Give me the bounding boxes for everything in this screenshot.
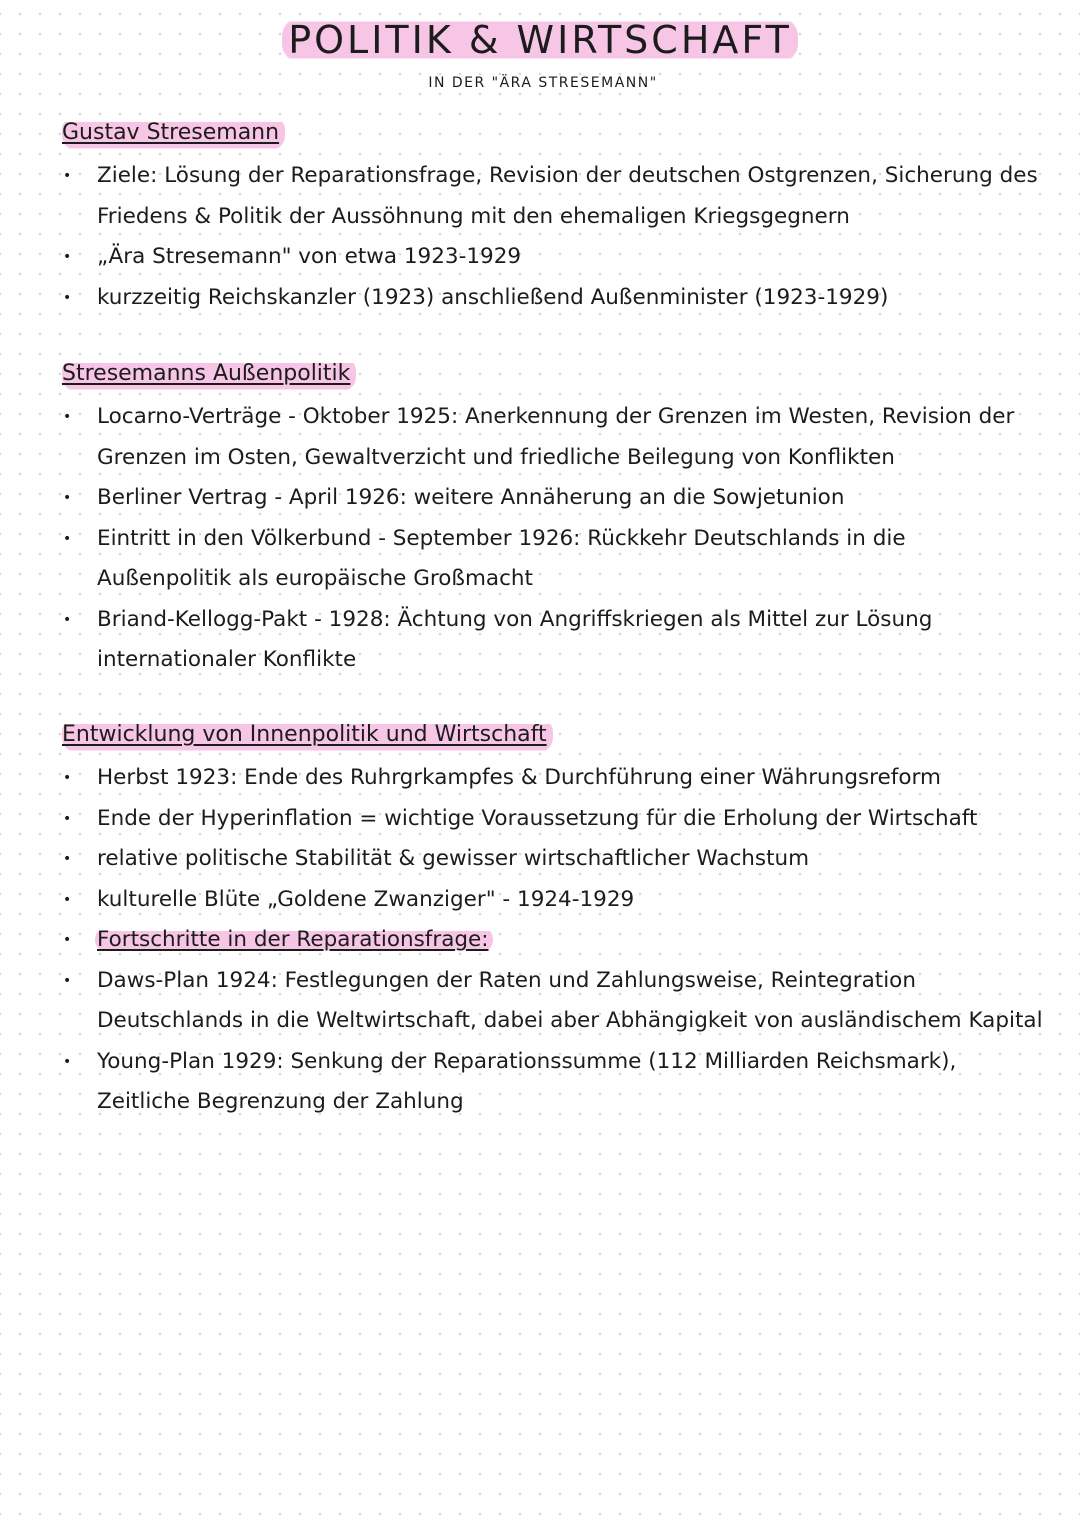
bullet-icon: •: [63, 972, 72, 989]
list-item: [62, 278, 1032, 319]
list-item-text: Eintritt in den Völkerbund - September 1926: Rückkehr Deutschlands in die: [97, 525, 906, 551]
list-item: [62, 600, 1032, 641]
list-item: [62, 920, 1032, 961]
bullet-icon: •: [63, 530, 72, 547]
section-aussenpolitik: [62, 357, 1032, 681]
section-innenpolitik-wirtschaft: [62, 718, 1043, 1123]
list-item-text: Friedens & Politik der Aussöhnung mit den ehemaligen Kriegsgegnern: [97, 203, 850, 229]
bullet-icon: •: [63, 891, 72, 908]
bullet-icon: •: [63, 932, 72, 948]
bullet-icon: •: [63, 851, 72, 867]
list-item: [62, 519, 1032, 560]
list-item-continuation: [62, 640, 1032, 681]
list-item: [62, 1042, 1032, 1083]
list-item-text: Deutschlands in die Weltwirtschaft, dabei aber Abhängigkeit von ausländischem Kapital: [97, 1008, 1043, 1033]
section-heading: Gustav Stresemann: [62, 116, 285, 150]
bullet-icon: •: [63, 810, 72, 827]
list-item-text: kulturelle Blüte „Goldene Zwanziger" - 1924-1929: [97, 886, 635, 912]
list-item: [62, 758, 1032, 799]
list-item-text: kurzzeitig Reichskanzler (1923) anschließend Außenminister (1923-1929): [97, 284, 889, 310]
section-gustav-stresemann: [62, 116, 1038, 318]
list-item-text: Ziele: Lösung der Reparationsfrage, Revision der deutschen Ostgrenzen, Sicherung des: [97, 163, 1038, 188]
page-title: POLITIK & WIRTSCHAFT: [282, 18, 798, 62]
list-item-text: „Ära Stresemann" von etwa 1923-1929: [97, 244, 522, 269]
list-item-text: Ende der Hyperinflation = wichtige Voraussetzung für die Erholung der Wirtschaft: [97, 805, 978, 831]
list-item-text: Herbst 1923: Ende des Ruhrgrkampfes & Durchführung einer Währungsreform: [97, 765, 941, 790]
bullet-icon: •: [63, 289, 72, 306]
list-item: [62, 156, 1038, 197]
bullet-icon: •: [63, 409, 72, 425]
bullet-icon: •: [63, 770, 72, 786]
list-item: [62, 839, 1032, 880]
bullet-icon: •: [63, 1053, 72, 1070]
list-item-text: Außenpolitik als europäische Großmacht: [97, 566, 533, 591]
bullet-icon: •: [63, 611, 72, 628]
list-item-continuation: [62, 438, 1032, 479]
list-item-continuation: [62, 1082, 1032, 1123]
list-item-text: Zeitliche Begrenzung der Zahlung: [97, 1089, 464, 1114]
list-item: [62, 397, 1032, 438]
title-wrap: [0, 18, 1080, 62]
bullet-icon: •: [63, 168, 72, 184]
list-item-text: Berliner Vertrag - April 1926: weitere Annäherung an die Sowjetunion: [97, 485, 845, 510]
list-item: [62, 880, 1032, 921]
bullet-icon: •: [63, 490, 72, 506]
list-item-text: internationaler Konflikte: [97, 647, 357, 672]
list-item-text: Grenzen im Osten, Gewaltverzicht und friedliche Beilegung von Konflikten: [97, 444, 895, 470]
list-item-text: Briand-Kellogg-Pakt - 1928: Ächtung von Angriffskriegen als Mittel zur Lösung: [97, 606, 933, 632]
list-item-text: Locarno-Verträge - Oktober 1925: Anerkennung der Grenzen im Westen, Revision der: [97, 404, 1015, 429]
highlighted-subheading: Fortschritte in der Reparationsfrage:: [95, 927, 493, 952]
list-item-text: relative politische Stabilität & gewisser wirtschaftlicher Wachstum: [97, 846, 810, 871]
list-item-continuation: [62, 1001, 1043, 1042]
list-item-text: Young-Plan 1929: Senkung der Reparationssumme (112 Milliarden Reichsmark),: [97, 1048, 957, 1074]
list-item: [62, 478, 1032, 519]
bullet-icon: •: [63, 249, 72, 265]
list-item-text: Daws-Plan 1924: Festlegungen der Raten und Zahlungsweise, Reintegration: [97, 967, 916, 993]
list-item: [62, 237, 1032, 278]
list-item: [62, 799, 1032, 840]
bullet-list: [62, 758, 1043, 1123]
list-item: [62, 961, 1032, 1002]
page-subtitle: IN DER "ÄRA STRESEMANN": [428, 75, 658, 91]
list-item-continuation: [62, 197, 1032, 238]
bullet-list: [62, 397, 1032, 681]
section-heading: Stresemanns Außenpolitik: [62, 357, 356, 391]
section-heading: Entwicklung von Innenpolitik und Wirtschaft: [62, 718, 553, 752]
bullet-list: [62, 156, 1038, 318]
list-item-continuation: [62, 559, 1032, 600]
